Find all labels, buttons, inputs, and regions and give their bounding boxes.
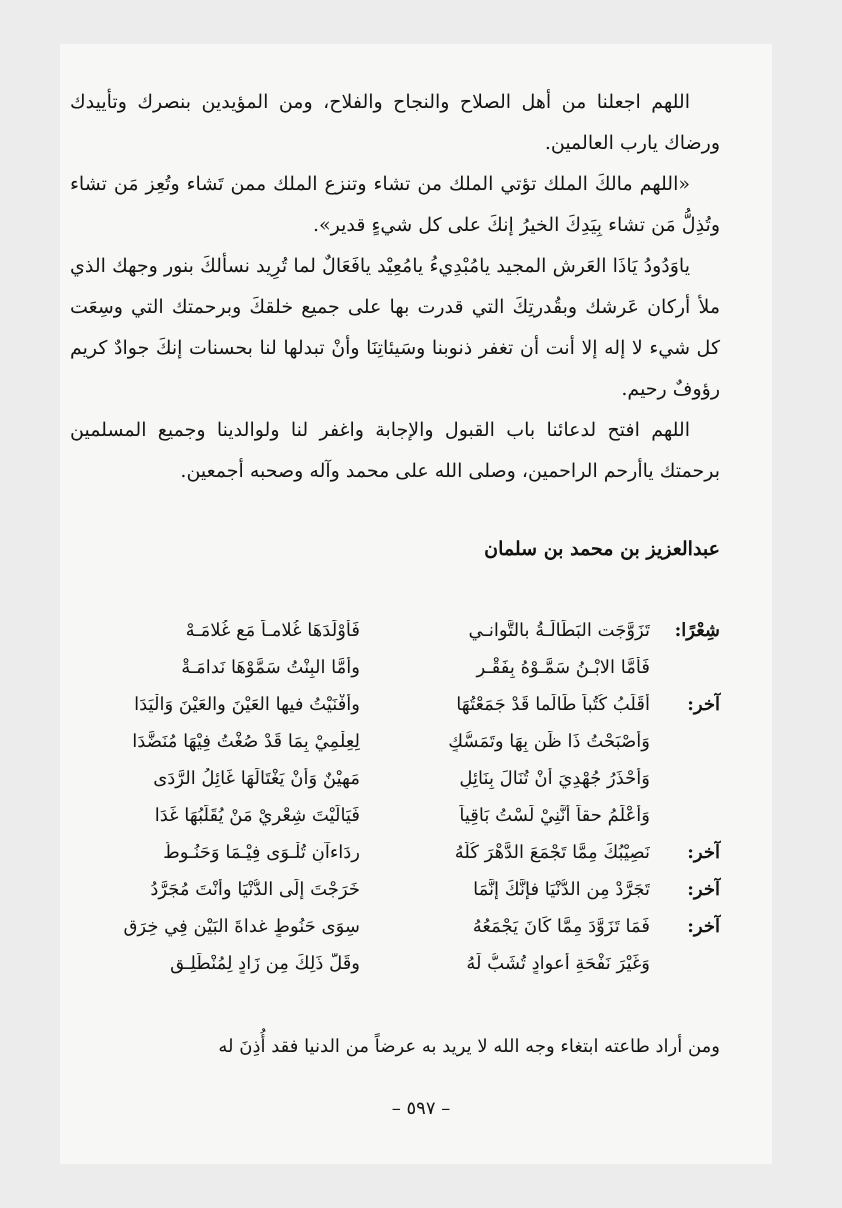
poem-first-hemistich: وَأَصْبَحْتُ ذَا ظَنٍ بِهَا وتَمَسُّكٍ [448,731,650,752]
closing-line: ومن أراد طاعته ابتغاء وجه الله لا يريد به عرضاً من الدنيا فقد أُذِنَ له [218,1036,720,1057]
poem-second-hemistich: فَأَوْلَدَهَا غُلامـاً مَع غُلامَـهْ [185,620,360,641]
poem-second-hemistich: سِوَى حَنُوطٍ غداةَ البَيْنِ فِي خِرَقِ [123,916,360,937]
poem-line [120,612,720,649]
poem-first-hemistich: فَمَا تَزَوَّدَ مِمَّا كَانَ يَجْمَعُهُ [472,916,650,937]
poem-second-hemistich: لِعِلْمِيْ بِمَا قَدْ صُغْتُ فِيْهَا مُنَضَّدَا [132,731,360,752]
poem-line [120,723,720,760]
poem-line [120,871,720,908]
poem-first-hemistich: فَأَمَّا الابْـنُ سَمَّـوْهُ بِفَقْـرٍ [476,657,650,678]
poem-label: آخر: [687,842,720,863]
paragraph-1: اللهم اجعلنا من أهل الصلاح والنجاح والفلاح، ومن المؤيدين بنصرك وتأييدك ورضاك يارب العالمين. [70,91,720,154]
poem-second-hemistich: رِدَاءآنِ تُلْـوَى فِيْـمَا وَحَنُـوطُ [163,842,360,863]
paragraph-2: «اللهم مالكَ الملك تؤتي الملك من تشاء وتنزع الملك ممن تَشاء وتُعِز مَن تشاء وتُذِلُّ مَن تشاء بِيَدِكَ الخيرُ إنكَ على كل شيءٍ قدير». [70,173,720,236]
paragraph-3: ياوَدُودُ يَاذَا العَرش المجيد يامُبْدِيءُ يامُعِيْد يافَعَالٌ لما تُرِيد نسألكَ بنور وجهك الذي ملأ أركان عَرشك وبقُدرتِكَ التي قدرت بها على جميع خلقكَ وبرحمتك التي وسِعَت كل شيء لا إله إلا أنت أن تغفر ذنوبنا وسَيئاتِنَا وأنْ تبدلها لنا بحسنات إنكَ جوادٌ كريم رؤوفٌ رحيم. [70,255,720,400]
poem-line [120,649,720,686]
poem-first-hemistich: أُقَلِّبُ كُتُباً طَالَما قَدْ جَمَعْتُهَا [456,694,650,715]
poem-first-hemistich: وَأَحْذَرُ جُهْدِيَ أَنْ تُنَالَ بِنَائِلٍ [459,768,650,789]
poem-label: شِعْرًا: [674,620,720,641]
poem-first-hemistich: وَأَعْلَمُ حقاً أَنَّنِيْ لَسْتُ بَاقِياً [459,805,650,826]
poem-second-hemistich: وأَفْنَيْتُ فيها العَيْنَ والعَيْنَ وَالْيَدَا [134,694,360,715]
poem-line [120,686,720,723]
poem-label: آخر: [687,879,720,900]
poem-line [120,797,720,834]
poem-first-hemistich: وَغَيْرَ نَفْحَةِ أعوادٍ تُشَبُّ لَهُ [466,953,650,974]
poem-second-hemistich: وأَمَّا البِنْتُ سَمَّوْهَا نَدامَـةْ [181,657,360,678]
paragraph-4: اللهم افتح لدعائنا باب القبول والإجابة واغفر لنا ولوالدينا وجميع المسلمين برحمتك ياأرحم الراحمين، وصلى الله على محمد وآله وصحبه أجمعين. [70,419,720,482]
poem-label: آخر: [687,694,720,715]
prayer-text [70,82,720,492]
author-name: عبدالعزيز بن محمد بن سلمان [484,538,720,560]
poem-line [120,834,720,871]
poem-second-hemistich: خَرَجْتَ إِلَى الدُّنْيَا وأَنْتَ مُجَرَّدُ [150,879,360,900]
poem-second-hemistich: فَيَالَيْتَ شِعْرِيْ مَنْ يُقَلِّبُهَا غَدَا [154,805,360,826]
poem-label: آخر: [687,916,720,937]
poem-line [120,908,720,945]
poem-first-hemistich: تَجَرَّدْ مِن الدُّنْيَا فإنَّكَ إنَّمَا [473,879,650,900]
poems-block [120,612,720,982]
page-number: – ٥٩٧ – [391,1098,451,1119]
poem-second-hemistich: وقَلَّ ذَلِكَ مِن زَادٍ لِمُنْطَلِـقِ [170,953,360,974]
poem-second-hemistich: مَهِيْنٌ وَأَنْ يَغْتَالَهَا غَائِلُ الرَّدَى [153,768,360,789]
poem-first-hemistich: تَزَوَّجَت البَطَالَـةُ بالتَّوانـي [468,620,650,641]
poem-line [120,760,720,797]
poem-first-hemistich: نَصِيْبُكَ مِمَّا تَجْمَعَ الدَّهْرَ كُلَّهُ [454,842,650,863]
poem-line [120,945,720,982]
